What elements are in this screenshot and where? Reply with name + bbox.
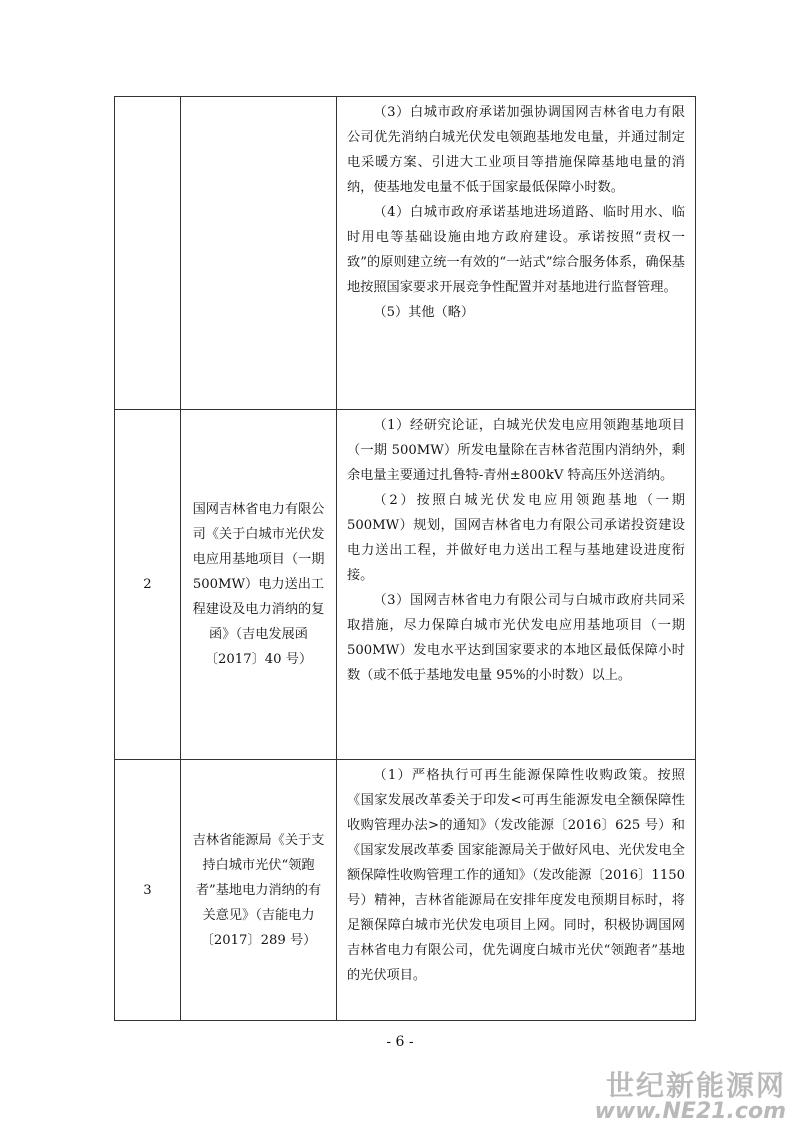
table-row: [115, 97, 696, 410]
row-source: 吉林省能源局《关于支持白城市光伏“领跑者”基地电力消纳的有关意见》（吉能电力〔2017〕289 号）: [181, 760, 337, 1021]
content-paragraph: （5）其他（略）: [373, 305, 475, 320]
content-paragraph: （2）按照白城光伏发电应用领跑基地（一期 500MW）规划，国网吉林省电力有限公司承诺投资建设电力送出工程，并做好电力送出工程与基地建设进度衔接。: [347, 493, 685, 583]
table-row: [115, 760, 696, 1021]
row-content: [337, 410, 696, 760]
row-content: [337, 760, 696, 1021]
watermark-logo: [594, 1068, 786, 1124]
row-source: [181, 97, 337, 410]
watermark-brand: 世纪新能源网: [605, 1068, 786, 1102]
content-paragraph: （1）严格执行可再生能源保障性收购政策。按照《国家发展改革委关于印发<可再生能源发电全额保障性收购管理办法>的通知》（发改能源〔2016〕625 号）和《国家发展改革委 国家能源局关于做好风电、光伏发电全额保障性收购管理工作的通知》（发改能源〔2016〕1150 号）精神，吉林省能源局在安排年度发电预期目标时，将足额保障白城市光伏发电项目上网。同时，积极协调国网吉林省电力有限公司，优先调度白城市光伏“领跑者”基地的光伏项目。: [347, 768, 685, 983]
page-number: - 6 -: [386, 1034, 414, 1050]
watermark-url: www.NE21.com: [594, 1098, 786, 1124]
content-paragraph: （1）经研究论证，白城光伏发电应用领跑基地项目（一期 500MW）所发电量除在吉林省范围内消纳外，剩余电量主要通过扎鲁特-青州±800kV 特高压外送消纳。: [347, 418, 685, 483]
row-number: [115, 97, 181, 410]
content-paragraph: （3）白城市政府承诺加强协调国网吉林省电力有限公司优先消纳白城光伏发电领跑基地发电量，并通过制定电采暖方案、引进大工业项目等措施保障基地电量的消纳，使基地发电量不低于国家最低保障小时数。: [347, 105, 685, 195]
table-row: [115, 410, 696, 760]
content-paragraph: （4）白城市政府承诺基地进场道路、临时用水、临时用电等基础设施由地方政府建设。承诺按照“责权一致”的原则建立统一有效的“一站式”综合服务体系，确保基地按照国家要求开展竞争性配置并对基地进行监督管理。: [347, 205, 685, 295]
content-table: [114, 96, 696, 1021]
row-content: [337, 97, 696, 410]
row-source: 国网吉林省电力有限公司《关于白城市光伏发电应用基地项目（一期 500MW）电力送出工程建设及电力消纳的复函》（吉电发展函〔2017〕40 号）: [181, 410, 337, 760]
row-number: 3: [115, 760, 181, 1021]
content-paragraph: （3）国网吉林省电力有限公司与白城市政府共同采取措施，尽力保障白城市光伏发电应用基地项目（一期 500MW）发电水平达到国家要求的本地区最低保障小时数（或不低于基地发电量 95%的小时数）以上。: [347, 593, 685, 683]
row-number: 2: [115, 410, 181, 760]
